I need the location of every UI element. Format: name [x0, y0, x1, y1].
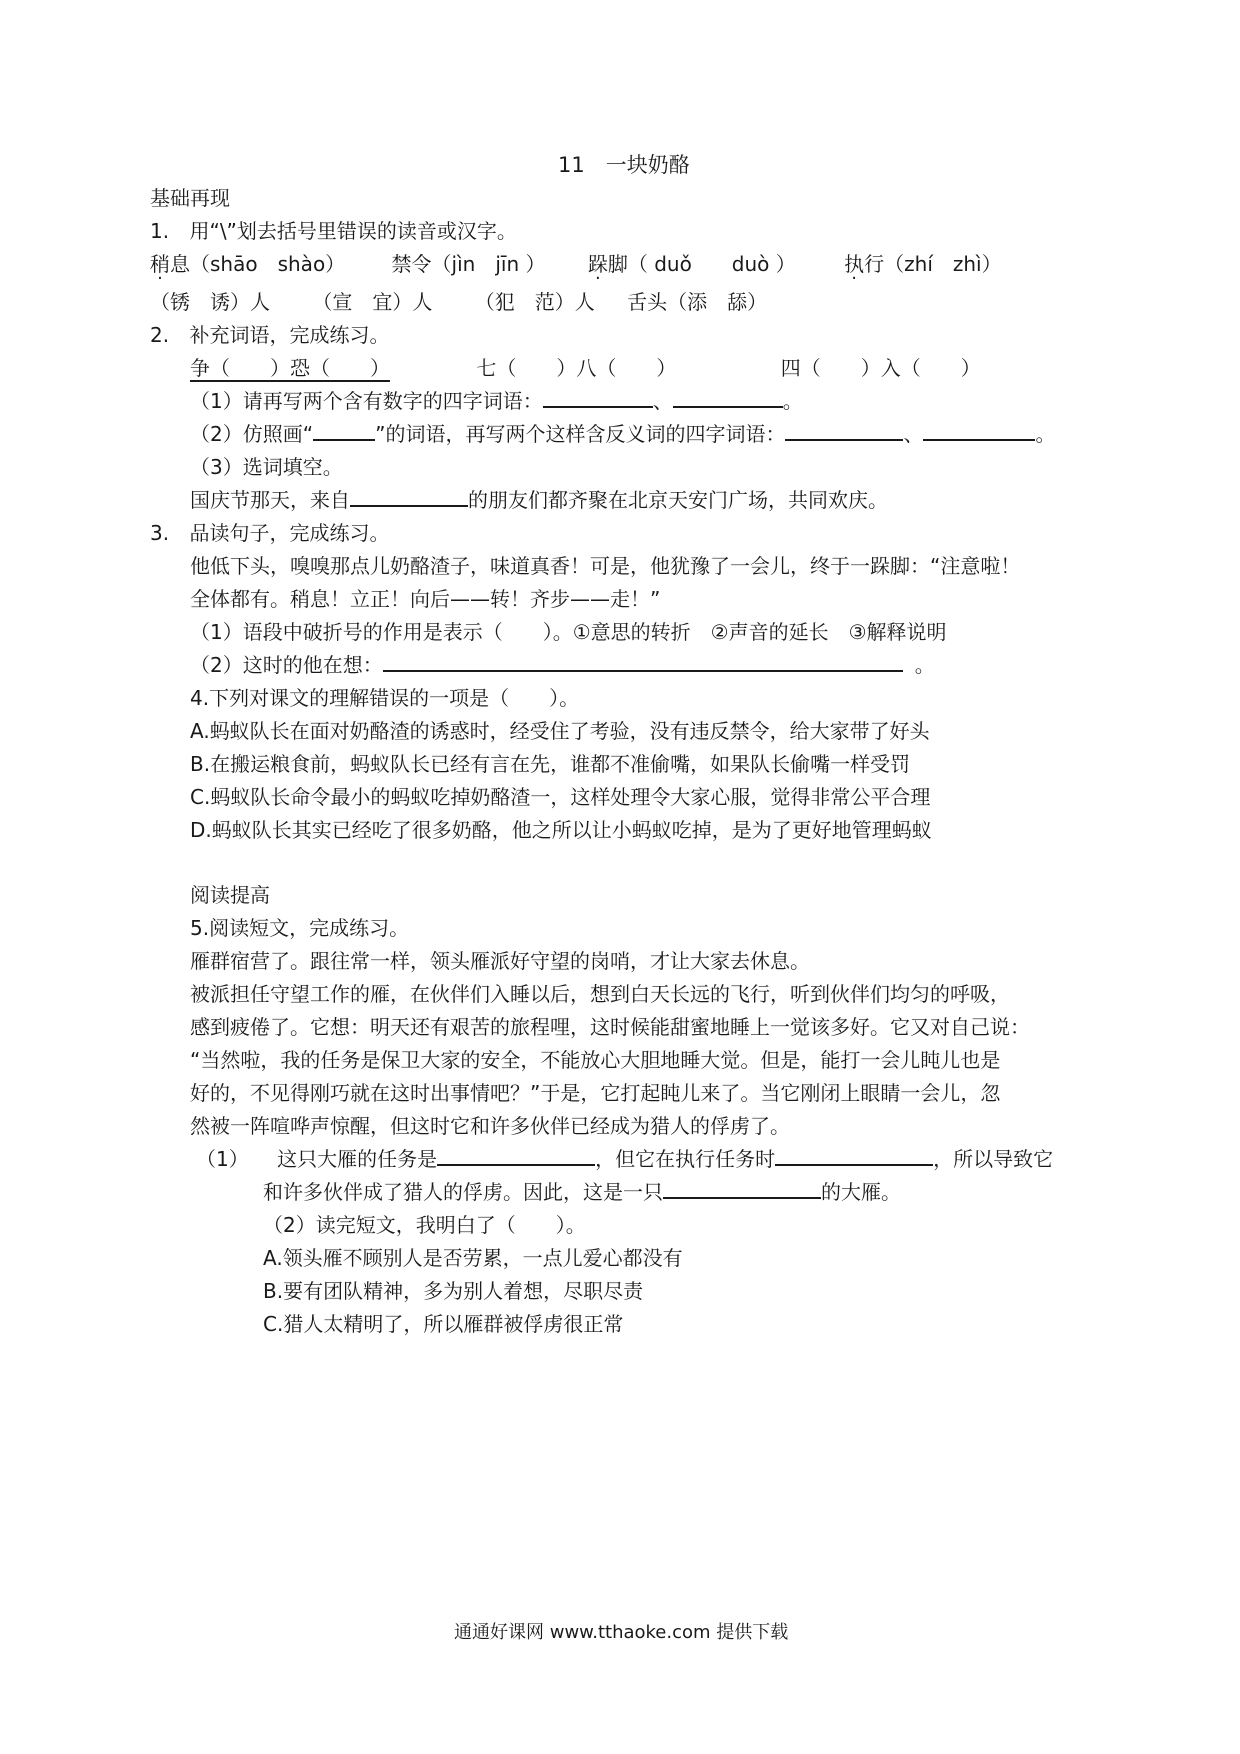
q5-passage-line: 好的，不见得刚巧就在这时出事情吧？”于是，它打起盹儿来了。当它刚闭上眼睛一会儿，忽 — [190, 1081, 1001, 1105]
footer-watermark: 通通好课网 www.tthaoke.com 提供下载 — [454, 1622, 789, 1643]
q5-passage-line: 感到疲倦了。它想：明天还有艰苦的旅程哩，这时候能甜蜜地睡上一觉该多好。它又对自己说： — [190, 1015, 1030, 1039]
q2-sub3: （3）选词填空。 — [190, 455, 343, 479]
sample-underline — [313, 419, 375, 441]
q3-passage-line: 全体都有。稍息！立正！向后——转！齐步——走！” — [190, 587, 661, 611]
q1-text: 用“\”划去括号里错误的读音或汉字。 — [189, 219, 517, 243]
q3-number: 3. — [150, 521, 170, 545]
q4-option: D.蚂蚁队长其实已经吃了很多奶酪，他之所以让小蚂蚁吃掉，是为了更好地管理蚂蚁 — [190, 818, 932, 842]
answer-blank[interactable] — [785, 419, 903, 441]
section-heading-basic: 基础再现 — [150, 186, 230, 210]
answer-blank[interactable] — [383, 650, 903, 672]
q3-sub2: （2）这时的他在想： 。 — [190, 650, 935, 680]
q3-stem — [150, 518, 389, 548]
q1-item4: 执行（zhí zhì） — [844, 252, 1002, 276]
q1-row2-item: 舌头（添 舔） — [627, 290, 768, 314]
q5-passage-line: “当然啦，我的任务是保卫大家的安全，不能放心大胆地睡大觉。但是，能打一会儿盹儿也是 — [190, 1048, 1001, 1072]
q2-sub2: （2）仿照画“ ”的词语，再写两个这样含反义词的四字词语： 、 。 — [190, 419, 1055, 449]
q4-option: B.在搬运粮食前，蚂蚁队长已经有言在先，谁都不准偷嘴，如果队长偷嘴一样受罚 — [190, 752, 911, 776]
q2-number: 2. — [150, 323, 170, 347]
q5-sub1-cont: 和许多伙伴成了猎人的俘虏。因此，这是一只 的大雁。 — [263, 1177, 901, 1207]
answer-blank[interactable] — [663, 1177, 821, 1199]
q1-row2 — [150, 287, 767, 317]
q2-text: 补充词语，完成练习。 — [189, 323, 390, 347]
q5-sub2: （2）读完短文，我明白了（ ）。 — [263, 1213, 586, 1237]
answer-blank[interactable] — [543, 386, 653, 408]
q5-option: B.要有团队精神，多为别人着想，尽职尽责 — [263, 1279, 644, 1303]
answer-blank[interactable] — [437, 1144, 595, 1166]
q3-passage-line: 他低下头，嗅嗅那点儿奶酪渣子，味道真香！可是，他犹豫了一会儿，终于一跺脚：“注意啦！ — [190, 554, 1021, 578]
answer-blank[interactable] — [673, 386, 783, 408]
q5-passage-line: 被派担任守望工作的雁，在伙伴们入睡以后，想到白天长远的飞行，听到伙伴们均匀的呼吸， — [190, 982, 1010, 1006]
q5-sub1: （1） 这只大雁的任务是 ，但它在执行任务时 ，所以导致它 — [196, 1144, 1053, 1174]
q4-option: A.蚂蚁队长在面对奶酪渣的诱惑时，经受住了考验，没有违反禁令，给大家带了好头 — [190, 719, 930, 743]
q5-sub1-number: （1） — [196, 1147, 249, 1171]
q1-stem — [150, 216, 517, 246]
q1-row2-item: （犯 范）人 — [474, 290, 595, 314]
q1-row2-item: （宣 宜）人 — [312, 290, 433, 314]
q4-stem: 4.下列对课文的理解错误的一项是（ ）。 — [190, 686, 580, 710]
q2-word: 七（ ）八（ ） — [476, 356, 677, 380]
q1-item2: 禁令（jìn jīn ） — [391, 252, 546, 276]
q2-sub3-sentence: 国庆节那天，来自 的朋友们都齐聚在北京天安门广场，共同欢庆。 — [190, 485, 888, 515]
answer-blank[interactable] — [350, 485, 468, 507]
section-heading-reading: 阅读提高 — [190, 883, 270, 907]
q4-option: C.蚂蚁队长命令最小的蚂蚁吃掉奶酪渣一，这样处理令大家心服，觉得非常公平合理 — [190, 785, 931, 809]
q1-row1 — [150, 249, 1002, 279]
q1-item1: 稍息（shāo shào） — [150, 252, 346, 276]
q2-sub1: （1）请再写两个含有数字的四字词语： 、 。 — [190, 386, 803, 416]
q2-word: 四（ ）入（ ） — [780, 356, 981, 380]
q1-number: 1. — [150, 219, 170, 243]
q5-stem: 5.阅读短文，完成练习。 — [190, 916, 410, 940]
answer-blank[interactable] — [775, 1144, 933, 1166]
q2-word-underlined: 争（ ）恐（ ） — [190, 356, 390, 380]
answer-blank[interactable] — [923, 419, 1035, 441]
q2-words — [190, 353, 981, 383]
q5-passage-line: 雁群宿营了。跟往常一样，领头雁派好守望的岗哨，才让大家去休息。 — [190, 949, 810, 973]
page-title: 11 一块奶酪 — [558, 153, 690, 177]
q3-text: 品读句子，完成练习。 — [189, 521, 390, 545]
q1-item3: 跺脚（ duǒ duò ） — [587, 252, 796, 276]
q5-option: A.领头雁不顾别人是否劳累，一点儿爱心都没有 — [263, 1246, 683, 1270]
q3-sub1: （1）语段中破折号的作用是表示（ ）。①意思的转折 ②声音的延长 ③解释说明 — [190, 620, 947, 644]
q2-stem — [150, 320, 389, 350]
q5-option: C.猎人太精明了，所以雁群被俘虏很正常 — [263, 1312, 624, 1336]
q1-row2-item: （锈 诱）人 — [150, 290, 270, 314]
q5-passage-line: 然被一阵喧哗声惊醒，但这时它和许多伙伴已经成为猎人的俘虏了。 — [190, 1114, 790, 1138]
